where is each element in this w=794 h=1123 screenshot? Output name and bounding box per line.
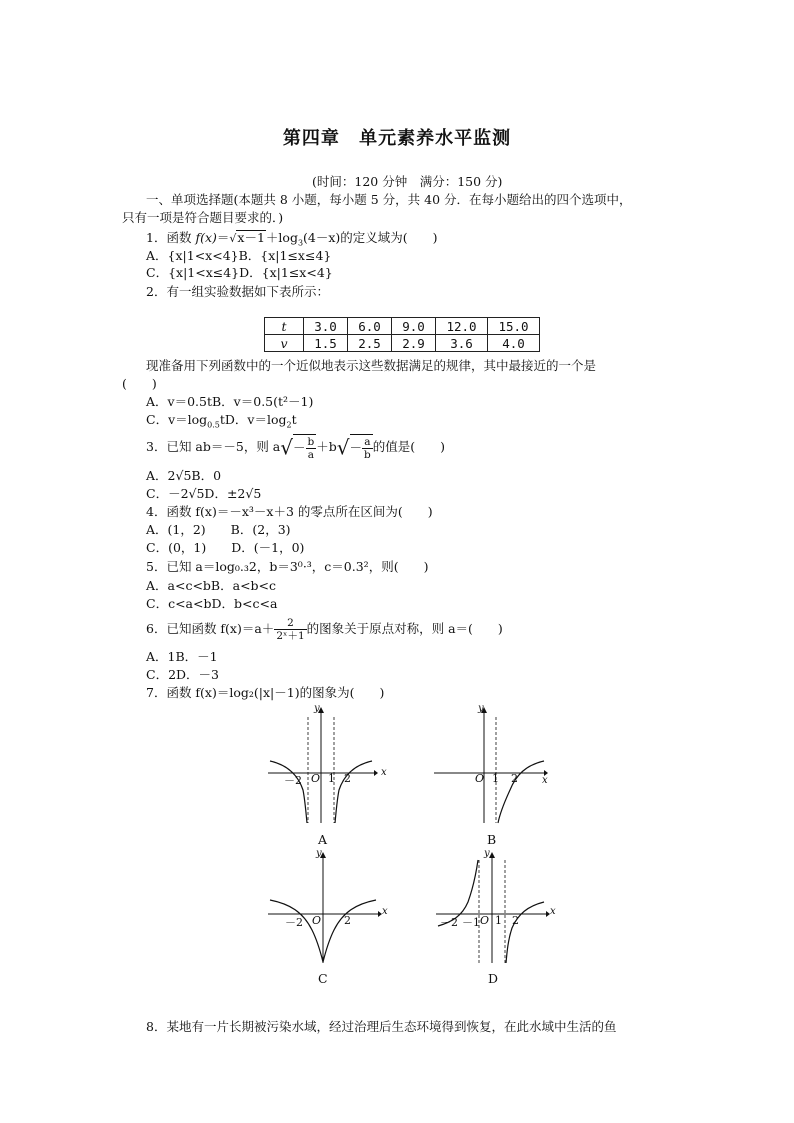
- graph-a-origin: O: [311, 772, 321, 785]
- graph-b-tick-1: 1: [492, 772, 499, 785]
- q5-option-cd: C．c<a<bD．b<c<a: [146, 596, 278, 611]
- graph-d: [436, 850, 551, 965]
- q2-opt-c-c: t: [291, 412, 297, 427]
- q2-opt-c-a: C．v＝log: [146, 412, 208, 427]
- curve-right: [335, 761, 372, 823]
- q3-option-ab: A．2√5B．0: [146, 468, 222, 483]
- q5-stem: 5．已知 a＝log₀.₃2，b＝3⁰·³，c＝0.3²，则( ): [146, 559, 429, 574]
- graph-c-xlabel: x: [382, 906, 388, 917]
- q5-option-ab: A．a<c<bB．a<b<c: [146, 578, 277, 593]
- q6-stem: [146, 614, 503, 644]
- graph-b-tick-2: 2: [511, 772, 518, 785]
- q4-option-ab: A．(1，2) B．(2，3): [146, 522, 291, 537]
- q3-stem-b: 的值是( ): [372, 439, 446, 454]
- graph-a-xlabel: x: [381, 767, 387, 778]
- graph-d-ylabel: y: [484, 848, 490, 859]
- q8-stem: 8．某地有一片长期被污染水域，经过治理后生态环境得到恢复，在此水域中生活的鱼: [146, 1019, 617, 1034]
- graph-a-tick-2: 2: [344, 772, 351, 785]
- q2-opt-c-sub: 0.5: [207, 420, 220, 430]
- page-title: [0, 124, 794, 150]
- graph-d-tick-neg2: －2: [440, 916, 458, 929]
- q2-text-line2: ( ): [122, 376, 157, 391]
- table-cell: 9.0: [392, 318, 436, 335]
- q2-option-cd: [146, 412, 297, 434]
- q3-frac2-num: a: [362, 436, 373, 449]
- q6-stem-b: 的图象关于原点对称，则 a＝( ): [306, 621, 503, 636]
- q3-frac1-num: b: [307, 436, 315, 448]
- table-cell: 4.0: [488, 335, 540, 352]
- q3-stem: 3．已知 ab＝－5，则 a√－ $\frac{b}{a}$ ＋b√－ $\frac{a}{b}$ 的值是( ): [146, 435, 446, 461]
- table-cell: 15.0: [488, 318, 540, 335]
- q1-sqrt: x－1: [237, 230, 265, 245]
- graph-d-caption: D: [488, 971, 499, 986]
- table-cell: v: [265, 335, 304, 352]
- graph-c-caption: C: [318, 971, 328, 986]
- q1-stem-d: (4－x)的定义域为( ): [303, 230, 438, 245]
- q3-option-cd: C．－2√5D．±2√5: [146, 486, 262, 501]
- q6-stem-a: 6．已知函数 f(x)＝a＋: [146, 621, 275, 636]
- q3-mid: ＋b: [316, 439, 337, 454]
- graph-d-tick-2: 2: [512, 914, 519, 927]
- table-cell: t: [265, 318, 304, 335]
- table-cell: 2.5: [348, 335, 392, 352]
- q1-fx: f(x): [195, 230, 217, 245]
- q7-stem: 7．函数 f(x)＝log₂(|x|－1)的图象为( ): [146, 685, 385, 700]
- x-arrow: [374, 770, 378, 776]
- q6-frac-den: 2ˣ＋1: [276, 630, 305, 642]
- graph-b-caption: B: [487, 832, 497, 847]
- q1-stem: 1．函数 $f(x)=√x-1+\log_3(4-x)$的定义域为( ): [146, 230, 438, 248]
- q4-option-cd: C．(0，1) D．(－1，0): [146, 540, 305, 555]
- graph-c-ylabel: y: [316, 848, 322, 859]
- graph-b-xlabel: x: [542, 775, 548, 786]
- curve: [498, 761, 544, 823]
- graph-c-tick-neg2: －2: [285, 916, 303, 929]
- table-cell: 3.6: [436, 335, 488, 352]
- graph-a-caption: A: [318, 832, 328, 847]
- q2-option-ab: A．v＝0.5tB．v＝0.5(t²－1): [146, 394, 314, 409]
- q3-frac1-den: a: [307, 449, 315, 461]
- table-cell: 12.0: [436, 318, 488, 335]
- table-row: [265, 335, 540, 352]
- q6-opt-c: 2D．－3: [168, 667, 220, 682]
- q2-opt-c-sub2: 2: [286, 420, 292, 430]
- q2-stem: 2．有一组实验数据如下表所示：: [146, 284, 329, 299]
- q6-option-ab: A．1B．－1: [146, 649, 218, 664]
- q1-stem-b: ＝: [216, 230, 230, 245]
- table-row: [265, 318, 540, 335]
- q1-sub: 3: [297, 238, 304, 248]
- section-intro-line1: 一、单项选择题(本题共 8 小题，每小题 5 分，共 40 分．在每小题给出的四个选项中，: [146, 192, 632, 207]
- q3-frac2-den: b: [364, 449, 371, 461]
- exam-meta: (时间：120 分钟 满分：150 分): [312, 174, 503, 189]
- q3-stem-a: 3．已知 ab＝－5，则 a: [146, 439, 281, 454]
- graph-d-xlabel: x: [550, 906, 556, 917]
- graph-b: [434, 705, 549, 825]
- graph-c-tick-2: 2: [344, 914, 351, 927]
- chapter-label: 第四章: [282, 128, 340, 149]
- q3-frac2: [362, 436, 373, 461]
- curve-right: [323, 900, 376, 962]
- q3-frac1: [306, 436, 317, 461]
- q6-frac-num: 2: [274, 617, 306, 630]
- q6-option-cd: [146, 667, 219, 683]
- q2-opt-c-b: tD．v＝log: [219, 412, 287, 427]
- section-intro-line2: 只有一项是符合题目要求的．): [122, 210, 284, 225]
- graph-d-origin: O: [480, 914, 490, 927]
- q6-opt-c-prefix: C．: [146, 667, 169, 682]
- chapter-title: 单元素养水平监测: [359, 128, 512, 149]
- graph-d-tick-neg1: －1: [462, 916, 480, 929]
- curve-left: [270, 761, 307, 823]
- table-cell: 6.0: [348, 318, 392, 335]
- graph-b-ylabel: y: [478, 703, 484, 714]
- curve-right: [506, 902, 544, 963]
- graph-d-tick-1: 1: [495, 914, 502, 927]
- q1-option-cd: C．{x|1<x≤4}D．{x|1≤x<4}: [146, 265, 333, 280]
- table-cell: 3.0: [304, 318, 348, 335]
- graph-a: [268, 705, 378, 825]
- table-cell: 2.9: [392, 335, 436, 352]
- q2-data-table: [264, 317, 540, 352]
- q4-stem: 4．函数 f(x)＝－x³－x＋3 的零点所在区间为( ): [146, 504, 433, 519]
- q1-option-ab: A．{x|1<x<4}B．{x|1≤x≤4}: [146, 248, 332, 263]
- graph-c-origin: O: [312, 914, 322, 927]
- table-cell: 1.5: [304, 335, 348, 352]
- q1-stem-c: ＋log: [265, 230, 298, 245]
- q2-text-line1: 现准备用下列函数中的一个近似地表示这些数据满足的规律，其中最接近的一个是: [146, 358, 597, 373]
- graph-a-tick-neg2: －2: [284, 774, 302, 787]
- graph-b-origin: O: [475, 772, 485, 785]
- graph-a-ylabel: y: [314, 703, 320, 714]
- graph-a-tick-1: 1: [328, 772, 335, 785]
- curve-left: [270, 900, 323, 962]
- q1-stem-a: 1．函数: [146, 230, 196, 245]
- q6-frac: [274, 617, 306, 642]
- graph-c: [268, 850, 383, 965]
